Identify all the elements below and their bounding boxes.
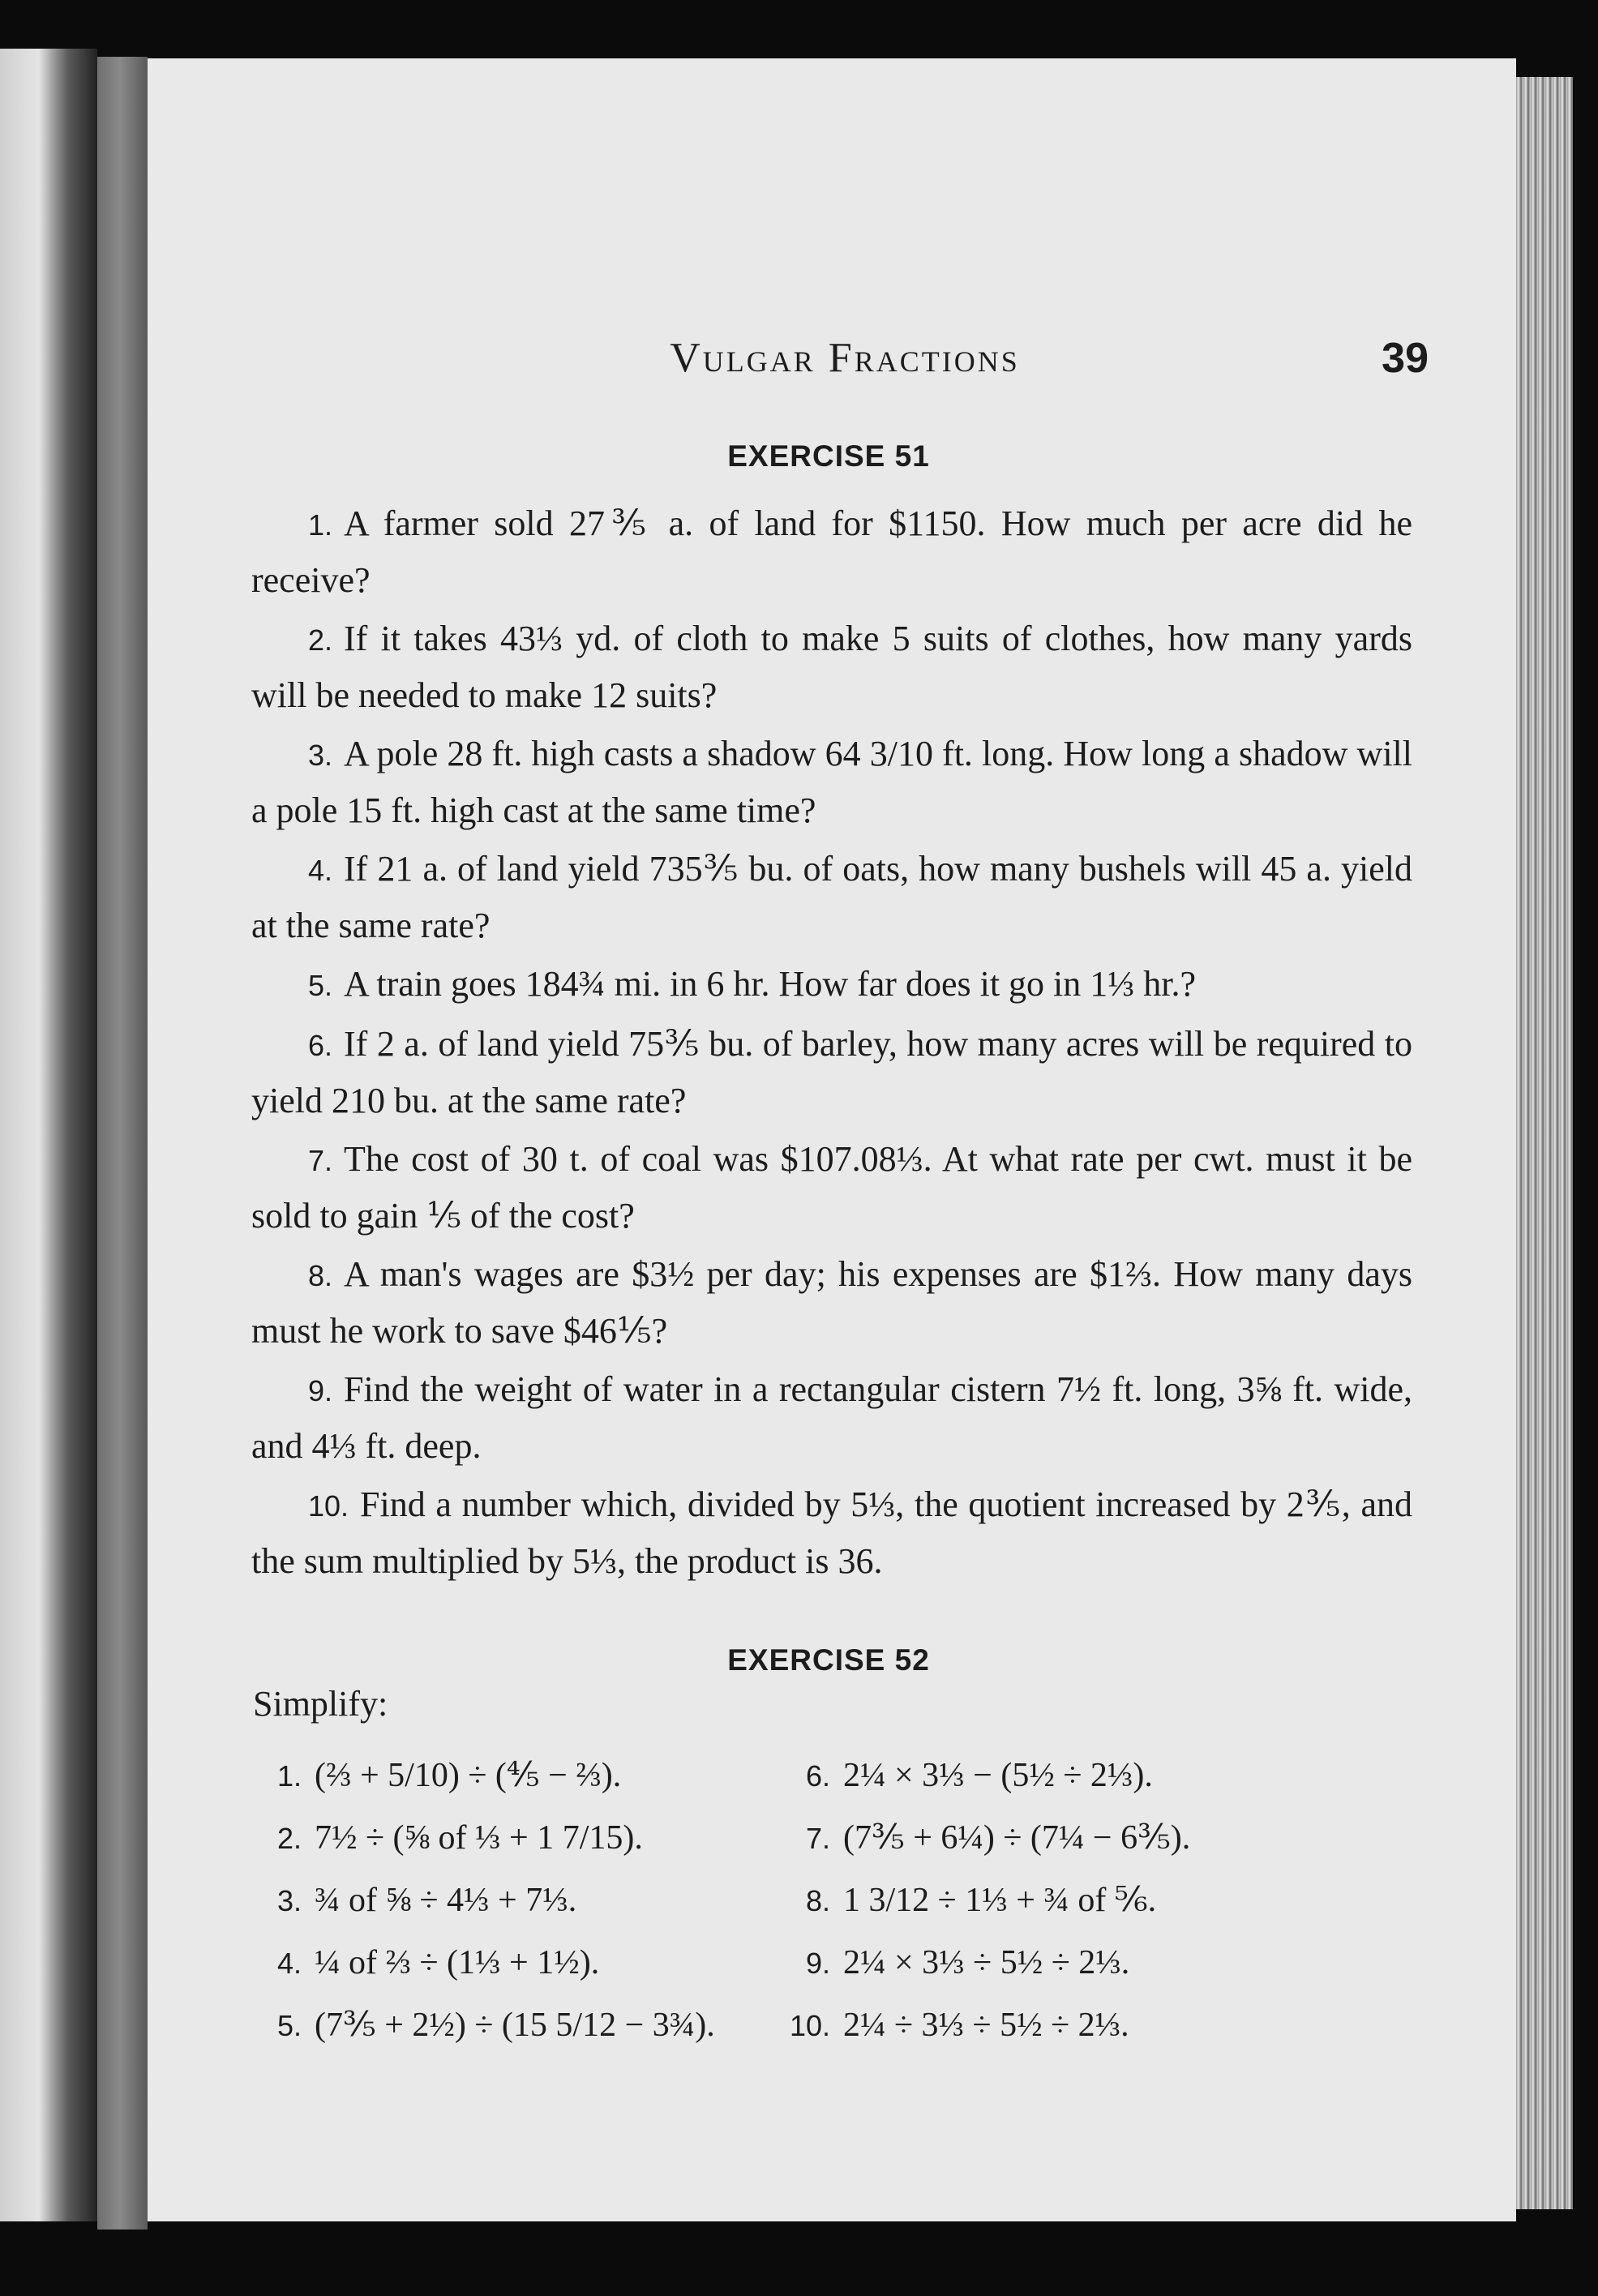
expression-number: 7. <box>805 1822 830 1855</box>
problem-text: If 2 a. of land yield 75⅗ bu. of barley, how many acres will be required to yield 210 bu. at the same rate? <box>251 1024 1412 1120</box>
left-page-edge <box>0 49 97 2221</box>
expression-text: (⅔ + 5/10) ÷ (⅘ − ⅔). <box>315 1757 622 1794</box>
problem-number: 6. <box>308 1029 333 1062</box>
running-head: Vulgar Fractions <box>670 335 1020 381</box>
page-stack-edge <box>1516 77 1573 2209</box>
expression-text: 1 3/12 ÷ 1⅓ + ¾ of ⅚. <box>843 1882 1157 1919</box>
problem-9 <box>251 1362 1412 1474</box>
expression-text: (7⅗ + 6¼) ÷ (7¼ − 6⅗). <box>843 1819 1191 1857</box>
problem-number: 10. <box>308 1489 349 1523</box>
exercise-51-problems <box>251 496 1412 1592</box>
problem-text: The cost of 30 t. of coal was $107.08⅓. At what rate per cwt. must it be sold to gain ⅕ of the cost? <box>251 1139 1412 1236</box>
problem-1 <box>251 496 1412 608</box>
expression-text: ¼ of ⅔ ÷ (1⅓ + 1½). <box>315 1944 600 1981</box>
book-page <box>148 58 1516 2221</box>
problem-4 <box>251 842 1412 953</box>
problem-text: A man's wages are $3½ per day; his expenses are $1⅔. How many days must he work to save $46⅕? <box>251 1254 1412 1351</box>
problem-number: 7. <box>308 1144 333 1177</box>
problem-5 <box>251 957 1412 1013</box>
problem-number: 5. <box>308 969 333 1002</box>
expression-number: 10. <box>789 2009 830 2042</box>
expression-4 <box>253 1932 772 1994</box>
expression-number: 4. <box>276 1947 302 1980</box>
expression-8 <box>782 1870 1300 1932</box>
expression-7 <box>782 1807 1300 1870</box>
book-gutter <box>97 57 148 2230</box>
problem-8 <box>251 1247 1412 1359</box>
problem-text: A train goes 184¾ mi. in 6 hr. How far does it go in 1⅓ hr.? <box>344 964 1197 1004</box>
expression-number: 6. <box>805 1759 830 1793</box>
problem-text: If 21 a. of land yield 735⅗ bu. of oats, how many bushels will 45 a. yield at the same rate? <box>251 849 1412 945</box>
problem-3 <box>251 726 1412 838</box>
expression-10 <box>782 1994 1300 2057</box>
expression-text: 2¼ ÷ 3⅓ ÷ 5½ ÷ 2⅓. <box>843 2007 1129 2044</box>
expression-text: 2¼ × 3⅓ − (5½ ÷ 2⅓). <box>843 1757 1153 1794</box>
problem-number: 8. <box>308 1259 333 1292</box>
expression-text: 7½ ÷ (⅝ of ⅓ + 1 7/15). <box>315 1819 643 1857</box>
problem-10 <box>251 1477 1412 1589</box>
expression-9 <box>782 1932 1300 1994</box>
expression-number: 5. <box>276 2009 302 2042</box>
expression-text: 2¼ × 3⅓ ÷ 5½ ÷ 2⅓. <box>843 1944 1130 1981</box>
expression-number: 3. <box>276 1884 302 1917</box>
problem-number: 1. <box>308 508 333 542</box>
exercise-51-heading: EXERCISE 51 <box>727 439 930 473</box>
expression-number: 8. <box>805 1884 830 1917</box>
expression-2 <box>253 1807 772 1870</box>
problem-text: Find the weight of water in a rectangular cistern 7½ ft. long, 3⅝ ft. wide, and 4⅓ ft. deep. <box>251 1369 1412 1466</box>
problem-2 <box>251 611 1412 723</box>
expression-text: ¾ of ⅝ ÷ 4⅓ + 7⅓. <box>315 1882 577 1919</box>
expression-number: 9. <box>805 1947 830 1980</box>
problem-7 <box>251 1132 1412 1244</box>
expression-6 <box>782 1745 1300 1807</box>
exercise-52-right-column <box>782 1745 1300 2057</box>
problem-number: 3. <box>308 739 333 772</box>
expression-3 <box>253 1870 772 1932</box>
expression-number: 2. <box>276 1822 302 1855</box>
problem-number: 4. <box>308 854 333 887</box>
problem-number: 2. <box>308 623 333 657</box>
problem-6 <box>251 1017 1412 1129</box>
page-content <box>148 58 1516 2221</box>
problem-text: Find a number which, divided by 5⅓, the quotient increased by 2⅗, and the sum multiplied by 5⅓, the product is 36. <box>251 1484 1412 1581</box>
page-number: 39 <box>1382 335 1429 382</box>
problem-text: If it takes 43⅓ yd. of cloth to make 5 suits of clothes, how many yards will be needed to make 12 suits? <box>251 619 1412 715</box>
problem-number: 9. <box>308 1374 333 1407</box>
exercise-52-left-column <box>253 1745 772 2057</box>
expression-5 <box>253 1994 772 2057</box>
exercise-52-heading: EXERCISE 52 <box>727 1643 930 1677</box>
simplify-instruction: Simplify: <box>253 1684 388 1724</box>
expression-1 <box>253 1745 772 1807</box>
problem-text: A pole 28 ft. high casts a shadow 64 3/10 ft. long. How long a shadow will a pole 15 ft. high cast at the same time? <box>251 734 1412 830</box>
expression-text: (7⅗ + 2½) ÷ (15 5/12 − 3¾). <box>315 2007 715 2044</box>
expression-number: 1. <box>276 1759 302 1793</box>
problem-text: A farmer sold 27⅗ a. of land for $1150. How much per acre did he receive? <box>251 503 1412 600</box>
